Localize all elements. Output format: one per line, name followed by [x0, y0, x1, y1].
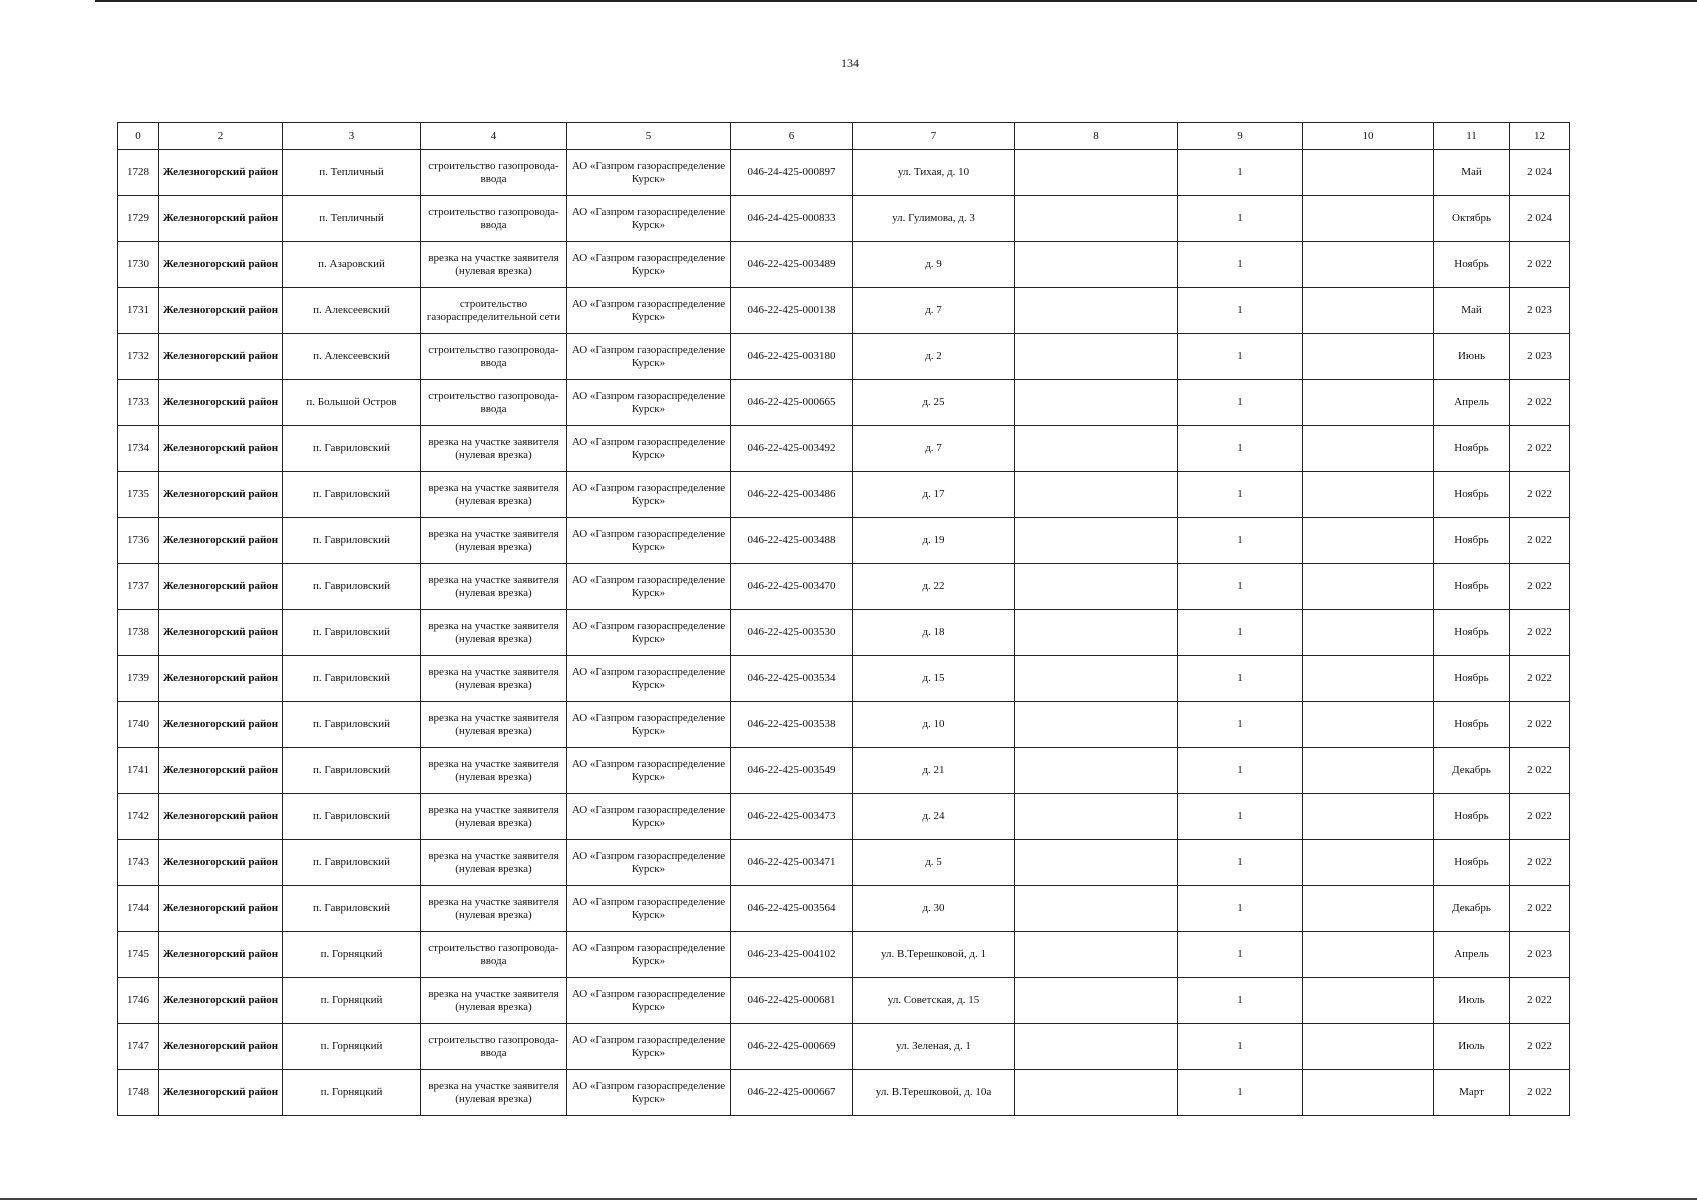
- cell-row-number: 1734: [118, 426, 159, 472]
- cell-col-10: [1303, 334, 1434, 380]
- cell-col-8: [1015, 932, 1178, 978]
- cell-district: Железногорский район: [159, 702, 283, 748]
- cell-col-8: [1015, 840, 1178, 886]
- table-row: [118, 610, 1570, 656]
- cell-work-type: врезка на участке заявителя (нулевая врезка): [421, 748, 567, 794]
- cell-application-id: 046-23-425-004102: [731, 932, 853, 978]
- cell-quantity: 1: [1178, 840, 1303, 886]
- cell-quantity: 1: [1178, 886, 1303, 932]
- cell-application-id: 046-24-425-000897: [731, 150, 853, 196]
- cell-col-8: [1015, 1070, 1178, 1116]
- table-row: [118, 150, 1570, 196]
- cell-district: Железногорский район: [159, 932, 283, 978]
- cell-row-number: 1729: [118, 196, 159, 242]
- cell-address: ул. В.Терешковой, д. 10а: [853, 1070, 1015, 1116]
- cell-col-8: [1015, 748, 1178, 794]
- cell-gas-distribution-org: АО «Газпром газораспределение Курск»: [567, 610, 731, 656]
- cell-settlement: п. Гавриловский: [283, 794, 421, 840]
- cell-work-type: врезка на участке заявителя (нулевая врезка): [421, 426, 567, 472]
- cell-settlement: п. Гавриловский: [283, 702, 421, 748]
- cell-application-id: 046-22-425-003549: [731, 748, 853, 794]
- cell-settlement: п. Горняцкий: [283, 1070, 421, 1116]
- cell-col-10: [1303, 288, 1434, 334]
- cell-row-number: 1742: [118, 794, 159, 840]
- cell-application-id: 046-22-425-003489: [731, 242, 853, 288]
- cell-address: ул. В.Терешковой, д. 1: [853, 932, 1015, 978]
- cell-col-10: [1303, 656, 1434, 702]
- cell-month: Июль: [1434, 1024, 1510, 1070]
- cell-col-8: [1015, 702, 1178, 748]
- table-row: [118, 564, 1570, 610]
- cell-year: 2 022: [1510, 748, 1570, 794]
- table-row: [118, 472, 1570, 518]
- cell-work-type: врезка на участке заявителя (нулевая врезка): [421, 978, 567, 1024]
- cell-gas-distribution-org: АО «Газпром газораспределение Курск»: [567, 472, 731, 518]
- cell-year: 2 023: [1510, 288, 1570, 334]
- cell-col-10: [1303, 794, 1434, 840]
- cell-col-10: [1303, 932, 1434, 978]
- cell-work-type: врезка на участке заявителя (нулевая врезка): [421, 656, 567, 702]
- cell-year: 2 022: [1510, 518, 1570, 564]
- cell-settlement: п. Горняцкий: [283, 978, 421, 1024]
- cell-address: д. 7: [853, 426, 1015, 472]
- cell-gas-distribution-org: АО «Газпром газораспределение Курск»: [567, 886, 731, 932]
- cell-gas-distribution-org: АО «Газпром газораспределение Курск»: [567, 564, 731, 610]
- cell-settlement: п. Гавриловский: [283, 886, 421, 932]
- cell-address: д. 30: [853, 886, 1015, 932]
- cell-quantity: 1: [1178, 518, 1303, 564]
- cell-col-10: [1303, 242, 1434, 288]
- cell-address: д. 10: [853, 702, 1015, 748]
- cell-col-10: [1303, 426, 1434, 472]
- cell-gas-distribution-org: АО «Газпром газораспределение Курск»: [567, 840, 731, 886]
- cell-work-type: строительство газопровода-ввода: [421, 380, 567, 426]
- table-row: [118, 242, 1570, 288]
- cell-address: д. 24: [853, 794, 1015, 840]
- cell-address: д. 2: [853, 334, 1015, 380]
- cell-row-number: 1735: [118, 472, 159, 518]
- cell-gas-distribution-org: АО «Газпром газораспределение Курск»: [567, 518, 731, 564]
- cell-quantity: 1: [1178, 380, 1303, 426]
- cell-district: Железногорский район: [159, 426, 283, 472]
- cell-col-10: [1303, 564, 1434, 610]
- cell-month: Апрель: [1434, 380, 1510, 426]
- cell-quantity: 1: [1178, 1024, 1303, 1070]
- cell-gas-distribution-org: АО «Газпром газораспределение Курск»: [567, 334, 731, 380]
- table-row: [118, 1070, 1570, 1116]
- cell-gas-distribution-org: АО «Газпром газораспределение Курск»: [567, 748, 731, 794]
- cell-work-type: строительство газопровода-ввода: [421, 932, 567, 978]
- cell-row-number: 1748: [118, 1070, 159, 1116]
- table-row: [118, 196, 1570, 242]
- cell-address: д. 7: [853, 288, 1015, 334]
- cell-quantity: 1: [1178, 472, 1303, 518]
- cell-row-number: 1747: [118, 1024, 159, 1070]
- cell-year: 2 024: [1510, 150, 1570, 196]
- cell-application-id: 046-22-425-003470: [731, 564, 853, 610]
- cell-col-10: [1303, 150, 1434, 196]
- cell-gas-distribution-org: АО «Газпром газораспределение Курск»: [567, 978, 731, 1024]
- cell-quantity: 1: [1178, 1070, 1303, 1116]
- cell-year: 2 022: [1510, 242, 1570, 288]
- cell-quantity: 1: [1178, 150, 1303, 196]
- table-row: [118, 702, 1570, 748]
- cell-year: 2 022: [1510, 472, 1570, 518]
- cell-col-8: [1015, 288, 1178, 334]
- cell-month: Ноябрь: [1434, 426, 1510, 472]
- cell-settlement: п. Горняцкий: [283, 932, 421, 978]
- cell-application-id: 046-24-425-000833: [731, 196, 853, 242]
- column-header-4: 4: [421, 123, 567, 150]
- cell-application-id: 046-22-425-003534: [731, 656, 853, 702]
- cell-col-8: [1015, 150, 1178, 196]
- gas-connection-registry-table: [117, 122, 1570, 1116]
- cell-address: д. 15: [853, 656, 1015, 702]
- table-body: [118, 150, 1570, 1116]
- cell-district: Железногорский район: [159, 978, 283, 1024]
- cell-address: д. 18: [853, 610, 1015, 656]
- cell-settlement: п. Азаровский: [283, 242, 421, 288]
- cell-month: Декабрь: [1434, 748, 1510, 794]
- cell-col-8: [1015, 1024, 1178, 1070]
- cell-work-type: строительство газопровода-ввода: [421, 196, 567, 242]
- cell-month: Ноябрь: [1434, 656, 1510, 702]
- cell-application-id: 046-22-425-000138: [731, 288, 853, 334]
- cell-row-number: 1741: [118, 748, 159, 794]
- top-border-line: [95, 0, 1697, 2]
- cell-district: Железногорский район: [159, 748, 283, 794]
- cell-quantity: 1: [1178, 702, 1303, 748]
- cell-row-number: 1732: [118, 334, 159, 380]
- cell-work-type: строительство газораспределительной сети: [421, 288, 567, 334]
- cell-col-8: [1015, 610, 1178, 656]
- cell-col-10: [1303, 886, 1434, 932]
- cell-col-10: [1303, 518, 1434, 564]
- cell-col-8: [1015, 242, 1178, 288]
- cell-work-type: врезка на участке заявителя (нулевая врезка): [421, 1070, 567, 1116]
- cell-col-10: [1303, 610, 1434, 656]
- cell-work-type: врезка на участке заявителя (нулевая врезка): [421, 886, 567, 932]
- cell-year: 2 022: [1510, 886, 1570, 932]
- cell-address: д. 17: [853, 472, 1015, 518]
- cell-gas-distribution-org: АО «Газпром газораспределение Курск»: [567, 702, 731, 748]
- cell-application-id: 046-22-425-000681: [731, 978, 853, 1024]
- cell-gas-distribution-org: АО «Газпром газораспределение Курск»: [567, 656, 731, 702]
- cell-col-8: [1015, 380, 1178, 426]
- cell-month: Октябрь: [1434, 196, 1510, 242]
- cell-address: д. 5: [853, 840, 1015, 886]
- cell-settlement: п. Алексеевский: [283, 334, 421, 380]
- cell-col-10: [1303, 840, 1434, 886]
- cell-row-number: 1733: [118, 380, 159, 426]
- cell-month: Июль: [1434, 978, 1510, 1024]
- cell-application-id: 046-22-425-003486: [731, 472, 853, 518]
- table-row: [118, 334, 1570, 380]
- cell-district: Железногорский район: [159, 1024, 283, 1070]
- cell-quantity: 1: [1178, 288, 1303, 334]
- cell-address: ул. Тихая, д. 10: [853, 150, 1015, 196]
- cell-year: 2 022: [1510, 656, 1570, 702]
- cell-year: 2 023: [1510, 334, 1570, 380]
- cell-district: Железногорский район: [159, 380, 283, 426]
- column-header-8: 8: [1015, 123, 1178, 150]
- cell-application-id: 046-22-425-003492: [731, 426, 853, 472]
- cell-col-8: [1015, 564, 1178, 610]
- cell-row-number: 1736: [118, 518, 159, 564]
- cell-work-type: врезка на участке заявителя (нулевая врезка): [421, 242, 567, 288]
- cell-col-8: [1015, 656, 1178, 702]
- cell-col-8: [1015, 886, 1178, 932]
- cell-gas-distribution-org: АО «Газпром газораспределение Курск»: [567, 242, 731, 288]
- cell-settlement: п. Гавриловский: [283, 840, 421, 886]
- cell-gas-distribution-org: АО «Газпром газораспределение Курск»: [567, 794, 731, 840]
- cell-quantity: 1: [1178, 564, 1303, 610]
- cell-district: Железногорский район: [159, 196, 283, 242]
- cell-work-type: врезка на участке заявителя (нулевая врезка): [421, 794, 567, 840]
- cell-quantity: 1: [1178, 656, 1303, 702]
- cell-gas-distribution-org: АО «Газпром газораспределение Курск»: [567, 288, 731, 334]
- cell-year: 2 022: [1510, 1024, 1570, 1070]
- cell-address: д. 19: [853, 518, 1015, 564]
- cell-application-id: 046-22-425-003564: [731, 886, 853, 932]
- cell-year: 2 023: [1510, 932, 1570, 978]
- cell-district: Железногорский район: [159, 1070, 283, 1116]
- column-header-9: 9: [1178, 123, 1303, 150]
- cell-settlement: п. Алексеевский: [283, 288, 421, 334]
- cell-col-8: [1015, 978, 1178, 1024]
- cell-year: 2 022: [1510, 794, 1570, 840]
- cell-district: Железногорский район: [159, 794, 283, 840]
- cell-settlement: п. Большой Остров: [283, 380, 421, 426]
- cell-year: 2 022: [1510, 610, 1570, 656]
- table-header-row: [118, 123, 1570, 150]
- column-header-10: 10: [1303, 123, 1434, 150]
- cell-address: д. 22: [853, 564, 1015, 610]
- table-row: [118, 656, 1570, 702]
- cell-work-type: врезка на участке заявителя (нулевая врезка): [421, 610, 567, 656]
- cell-gas-distribution-org: АО «Газпром газораспределение Курск»: [567, 426, 731, 472]
- cell-month: Ноябрь: [1434, 242, 1510, 288]
- column-header-5: 5: [567, 123, 731, 150]
- table-row: [118, 840, 1570, 886]
- table-row: [118, 748, 1570, 794]
- cell-district: Железногорский район: [159, 288, 283, 334]
- table-row: [118, 426, 1570, 472]
- cell-year: 2 024: [1510, 196, 1570, 242]
- cell-col-8: [1015, 334, 1178, 380]
- cell-year: 2 022: [1510, 702, 1570, 748]
- cell-quantity: 1: [1178, 334, 1303, 380]
- cell-month: Май: [1434, 150, 1510, 196]
- cell-work-type: строительство газопровода-ввода: [421, 334, 567, 380]
- cell-district: Железногорский район: [159, 242, 283, 288]
- cell-work-type: врезка на участке заявителя (нулевая врезка): [421, 702, 567, 748]
- cell-address: ул. Зеленая, д. 1: [853, 1024, 1015, 1070]
- cell-settlement: п. Гавриловский: [283, 472, 421, 518]
- cell-application-id: 046-22-425-003488: [731, 518, 853, 564]
- cell-col-10: [1303, 748, 1434, 794]
- cell-settlement: п. Гавриловский: [283, 656, 421, 702]
- cell-row-number: 1728: [118, 150, 159, 196]
- table-row: [118, 1024, 1570, 1070]
- cell-quantity: 1: [1178, 610, 1303, 656]
- cell-gas-distribution-org: АО «Газпром газораспределение Курск»: [567, 1024, 731, 1070]
- cell-quantity: 1: [1178, 794, 1303, 840]
- cell-settlement: п. Тепличный: [283, 196, 421, 242]
- column-header-7: 7: [853, 123, 1015, 150]
- cell-month: Декабрь: [1434, 886, 1510, 932]
- cell-address: ул. Гулимова, д. 3: [853, 196, 1015, 242]
- cell-row-number: 1745: [118, 932, 159, 978]
- cell-quantity: 1: [1178, 978, 1303, 1024]
- cell-application-id: 046-22-425-003538: [731, 702, 853, 748]
- cell-row-number: 1737: [118, 564, 159, 610]
- cell-row-number: 1739: [118, 656, 159, 702]
- table-row: [118, 288, 1570, 334]
- cell-gas-distribution-org: АО «Газпром газораспределение Курск»: [567, 1070, 731, 1116]
- cell-col-10: [1303, 472, 1434, 518]
- table-row: [118, 518, 1570, 564]
- table-row: [118, 886, 1570, 932]
- cell-quantity: 1: [1178, 426, 1303, 472]
- cell-gas-distribution-org: АО «Газпром газораспределение Курск»: [567, 150, 731, 196]
- cell-row-number: 1740: [118, 702, 159, 748]
- cell-settlement: п. Гавриловский: [283, 748, 421, 794]
- cell-row-number: 1730: [118, 242, 159, 288]
- column-header-11: 11: [1434, 123, 1510, 150]
- cell-month: Ноябрь: [1434, 794, 1510, 840]
- column-header-6: 6: [731, 123, 853, 150]
- table-row: [118, 794, 1570, 840]
- cell-quantity: 1: [1178, 932, 1303, 978]
- cell-col-8: [1015, 518, 1178, 564]
- cell-quantity: 1: [1178, 748, 1303, 794]
- cell-application-id: 046-22-425-000665: [731, 380, 853, 426]
- cell-gas-distribution-org: АО «Газпром газораспределение Курск»: [567, 196, 731, 242]
- cell-month: Ноябрь: [1434, 702, 1510, 748]
- cell-settlement: п. Гавриловский: [283, 610, 421, 656]
- cell-work-type: строительство газопровода-ввода: [421, 150, 567, 196]
- cell-row-number: 1738: [118, 610, 159, 656]
- cell-district: Железногорский район: [159, 564, 283, 610]
- cell-month: Апрель: [1434, 932, 1510, 978]
- cell-year: 2 022: [1510, 840, 1570, 886]
- cell-application-id: 046-22-425-003530: [731, 610, 853, 656]
- cell-col-10: [1303, 1024, 1434, 1070]
- cell-district: Железногорский район: [159, 886, 283, 932]
- cell-col-8: [1015, 472, 1178, 518]
- cell-settlement: п. Гавриловский: [283, 518, 421, 564]
- table-row: [118, 978, 1570, 1024]
- cell-gas-distribution-org: АО «Газпром газораспределение Курск»: [567, 380, 731, 426]
- cell-work-type: врезка на участке заявителя (нулевая врезка): [421, 564, 567, 610]
- cell-application-id: 046-22-425-003471: [731, 840, 853, 886]
- cell-col-8: [1015, 794, 1178, 840]
- cell-district: Железногорский район: [159, 840, 283, 886]
- cell-settlement: п. Тепличный: [283, 150, 421, 196]
- page-number: 134: [841, 56, 859, 70]
- cell-month: Ноябрь: [1434, 472, 1510, 518]
- cell-work-type: врезка на участке заявителя (нулевая врезка): [421, 840, 567, 886]
- cell-row-number: 1746: [118, 978, 159, 1024]
- cell-year: 2 022: [1510, 978, 1570, 1024]
- cell-row-number: 1731: [118, 288, 159, 334]
- cell-address: ул. Советская, д. 15: [853, 978, 1015, 1024]
- cell-month: Май: [1434, 288, 1510, 334]
- cell-year: 2 022: [1510, 1070, 1570, 1116]
- cell-quantity: 1: [1178, 196, 1303, 242]
- cell-col-10: [1303, 196, 1434, 242]
- cell-month: Июнь: [1434, 334, 1510, 380]
- cell-district: Железногорский район: [159, 610, 283, 656]
- cell-gas-distribution-org: АО «Газпром газораспределение Курск»: [567, 932, 731, 978]
- cell-work-type: врезка на участке заявителя (нулевая врезка): [421, 472, 567, 518]
- cell-district: Железногорский район: [159, 150, 283, 196]
- cell-work-type: строительство газопровода-ввода: [421, 1024, 567, 1070]
- column-header-0: 0: [118, 123, 159, 150]
- cell-settlement: п. Гавриловский: [283, 564, 421, 610]
- cell-year: 2 022: [1510, 426, 1570, 472]
- cell-address: д. 9: [853, 242, 1015, 288]
- cell-year: 2 022: [1510, 564, 1570, 610]
- cell-address: д. 21: [853, 748, 1015, 794]
- cell-col-10: [1303, 702, 1434, 748]
- cell-month: Ноябрь: [1434, 610, 1510, 656]
- cell-district: Железногорский район: [159, 472, 283, 518]
- cell-month: Ноябрь: [1434, 564, 1510, 610]
- cell-month: Ноябрь: [1434, 518, 1510, 564]
- cell-application-id: 046-22-425-003473: [731, 794, 853, 840]
- cell-col-10: [1303, 1070, 1434, 1116]
- cell-month: Ноябрь: [1434, 840, 1510, 886]
- cell-district: Железногорский район: [159, 334, 283, 380]
- cell-settlement: п. Гавриловский: [283, 426, 421, 472]
- table-row: [118, 932, 1570, 978]
- cell-col-10: [1303, 978, 1434, 1024]
- cell-address: д. 25: [853, 380, 1015, 426]
- cell-month: Март: [1434, 1070, 1510, 1116]
- cell-row-number: 1744: [118, 886, 159, 932]
- cell-year: 2 022: [1510, 380, 1570, 426]
- table-row: [118, 380, 1570, 426]
- cell-application-id: 046-22-425-000669: [731, 1024, 853, 1070]
- cell-col-10: [1303, 380, 1434, 426]
- column-header-12: 12: [1510, 123, 1570, 150]
- cell-settlement: п. Горняцкий: [283, 1024, 421, 1070]
- cell-work-type: врезка на участке заявителя (нулевая врезка): [421, 518, 567, 564]
- cell-district: Железногорский район: [159, 656, 283, 702]
- cell-col-8: [1015, 426, 1178, 472]
- column-header-2: 2: [159, 123, 283, 150]
- cell-col-8: [1015, 196, 1178, 242]
- cell-application-id: 046-22-425-000667: [731, 1070, 853, 1116]
- cell-quantity: 1: [1178, 242, 1303, 288]
- column-header-3: 3: [283, 123, 421, 150]
- cell-application-id: 046-22-425-003180: [731, 334, 853, 380]
- cell-row-number: 1743: [118, 840, 159, 886]
- cell-district: Железногорский район: [159, 518, 283, 564]
